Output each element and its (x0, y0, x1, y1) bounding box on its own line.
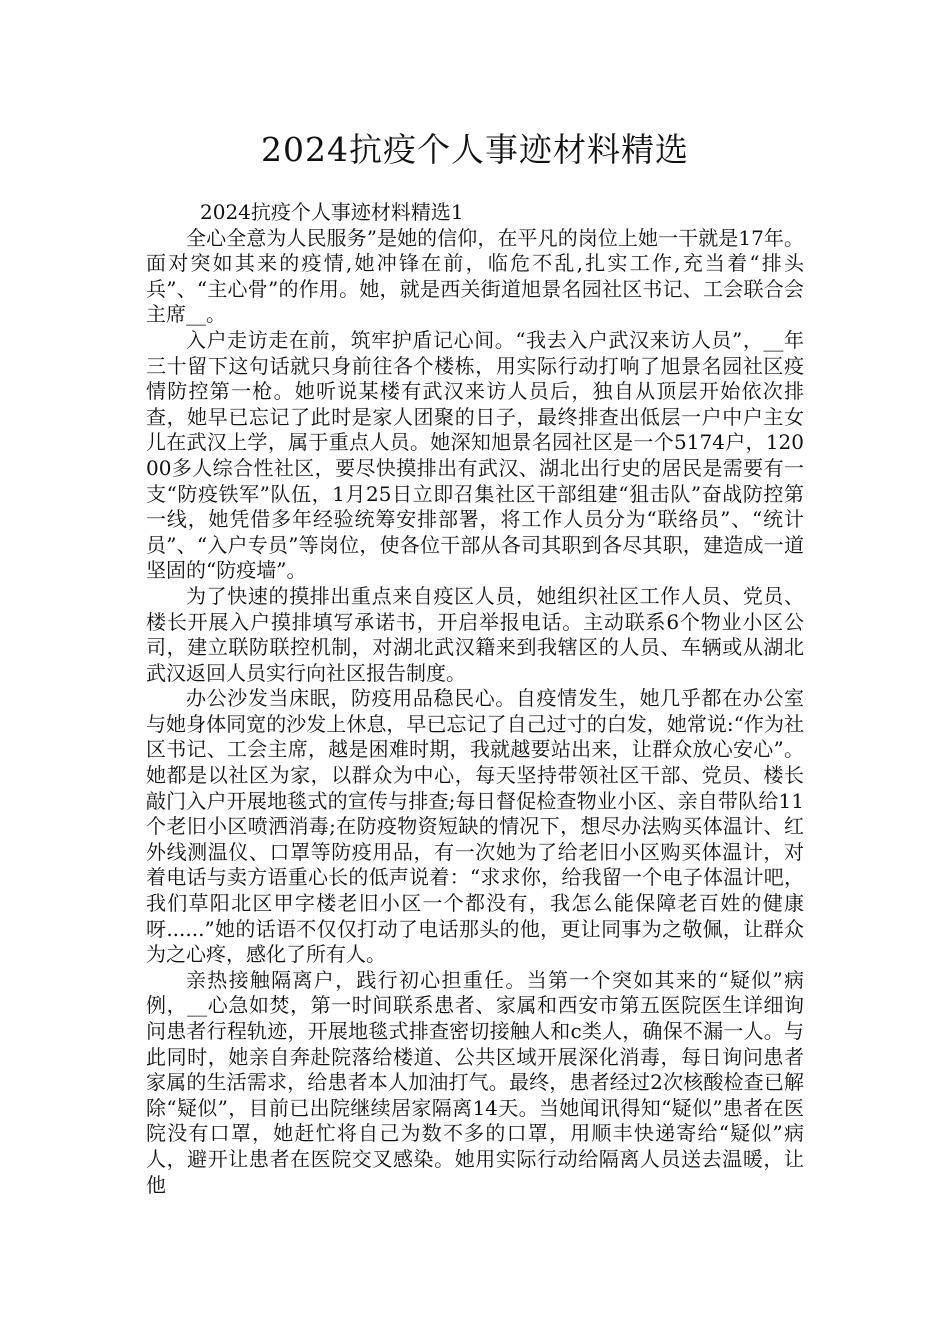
document-subtitle: 2024抗疫个人事迹材料精选1 (200, 200, 464, 224)
document-title: 2024抗疫个人事迹材料精选 (261, 130, 689, 169)
paragraph-1: 全心全意为人民服务”是她的信仰，在平凡的岗位上她一干就是17年。面对突如其来的疫情,她冲锋在前，临危不乱,扎实工作,充当着“排头兵”、“主心骨”的作用。她，就是西关街道旭景名园社区书记、工会联合会主席__。 (146, 225, 804, 327)
paragraph-5: 亲热接触隔离户，践行初心担重任。当第一个突如其来的“疑似”病例，__心急如焚，第一时间联系患者、家属和西安市第五医院医生详细询问患者行程轨迹，开展地毯式排查密切接触人和c类人，确保不漏一人。与此同时，她亲自奔赴院落给楼道、公共区域开展深化消毒，每日询问患者家属的生活需求，给患者本人加油打气。最终，患者经过2次核酸检查已解除“疑似”，目前已出院继续居家隔离14天。当她闻讯得知“疑似”患者在医院没有口罩，她赶忙将自己为数不多的口罩，用顺丰快递寄给“疑似”病人，避开让患者在医院交叉感染。她用实际行动给隔离人员送去温暖，让他 (146, 967, 804, 1197)
paragraph-3: 为了快速的摸排出重点来自疫区人员，她组织社区工作人员、党员、楼长开展入户摸排填写承诺书，开启举报电话。主动联系6个物业小区公司，建立联防联控机制，对湖北武汉籍来到我辖区的人员、车辆或从湖北武汉返回人员实行向社区报告制度。 (146, 583, 804, 685)
paragraph-2: 入户走访走在前，筑牢护盾记心间。“我去入户武汉来访人员”，__年三十留下这句话就只身前往各个楼栋，用实际行动打响了旭景名园社区疫情防控第一枪。她听说某楼有武汉来访人员后，独自从顶层开始依次排查，她早已忘记了此时是家人团聚的日子，最终排查出低层一户中户主女儿在武汉上学，属于重点人员。她深知旭景名园社区是一个5174户，12000多人综合性社区，要尽快摸排出有武汉、湖北出行史的居民是需要有一支“防疫铁军”队伍，1月25日立即召集社区干部组建“狙击队”奋战防控第一线，她凭借多年经验统筹安排部署，将工作人员分为“联络员”、“统计员”、“入户专员”等岗位，使各位干部从各司其职到各尽其职，建造成一道坚固的“防疫墙”。 (146, 327, 804, 583)
paragraph-4: 办公沙发当床眠，防疫用品稳民心。自疫情发生，她几乎都在办公室与她身体同宽的沙发上休息，早已忘记了自己过寸的白发，她常说:“作为社区书记、工会主席，越是困难时期，我就越要站出来，让群众放心安心”。她都是以社区为家，以群众为中心，每天坚持带领社区干部、党员、楼长敲门入户开展地毯式的宣传与排查;每日督促检查物业小区、亲自带队给11个老旧小区喷洒消毒;在防疫物资短缺的情况下，想尽办法购买体温计、红外线测温仪、口罩等防疫用品，有一次她为了给老旧小区购买体温计，对着电话与卖方语重心长的低声说着：“求求你，给我留一个电子体温计吧，我们草阳北区甲字楼老旧小区一个都没有，我怎么能保障老百姓的健康呀......”她的话语不仅仅打动了电话那头的他，更让同事为之敬佩，让群众为之心疼，感化了所有人。 (146, 686, 804, 967)
document-body (146, 200, 804, 1198)
